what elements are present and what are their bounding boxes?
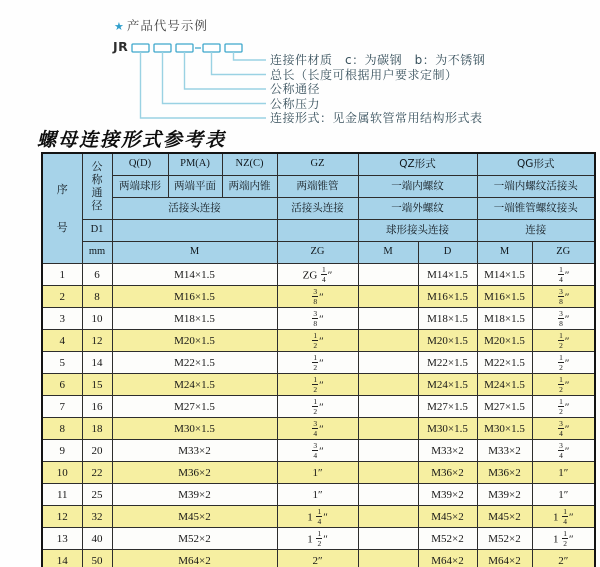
cell-qz-m — [358, 440, 418, 462]
cell-qg-zg: $\frac{1}{2}$ ″ — [532, 330, 595, 352]
table-row — [42, 264, 595, 286]
cell-qz-d: M30×1.5 — [418, 418, 477, 440]
cell-gz-zg: 1 $\frac{1}{4}$ ″ — [277, 506, 358, 528]
cell-qz-m — [358, 484, 418, 506]
header-qg-row2: 一端内螺纹活接头 — [477, 176, 595, 198]
table-row — [42, 308, 595, 330]
cell-qz-m — [358, 462, 418, 484]
header-qz: QZ形式 — [358, 153, 477, 176]
cell-dn: 40 — [82, 528, 112, 550]
cell-qz-d: M14×1.5 — [418, 264, 477, 286]
cell-dn: 22 — [82, 462, 112, 484]
header-qg-row4: 连接 — [477, 220, 595, 242]
header-row-2 — [42, 176, 595, 198]
table-row — [42, 462, 595, 484]
header-zg: ZG — [277, 242, 358, 264]
cell-qz-d: M52×2 — [418, 528, 477, 550]
cell-m: M16×1.5 — [112, 286, 277, 308]
cell-qz-m — [358, 352, 418, 374]
cell-m: M14×1.5 — [112, 264, 277, 286]
header-nz: NZ(C) — [222, 153, 277, 176]
table-title: 螺母连接形式参考表 — [37, 130, 227, 151]
cell-qg-m: M45×2 — [477, 506, 532, 528]
code-label: 公称通径 — [270, 82, 321, 96]
cell-qg-zg: $\frac{3}{4}$ ″ — [532, 440, 595, 462]
cell-qg-zg: $\frac{1}{4}$ ″ — [532, 264, 595, 286]
cell-gz-zg: $\frac{3}{8}$ ″ — [277, 308, 358, 330]
header-gz-row3: 活接头连接 — [277, 198, 358, 220]
cell-gz-zg: $\frac{1}{2}$ ″ — [277, 352, 358, 374]
header-m: M — [112, 242, 277, 264]
table-row — [42, 550, 595, 567]
cell-qz-d: M36×2 — [418, 462, 477, 484]
cell-m: M30×1.5 — [112, 418, 277, 440]
table-row — [42, 352, 595, 374]
cell-m: M52×2 — [112, 528, 277, 550]
cell-dn: 18 — [82, 418, 112, 440]
header-union-conn: 活接头连接 — [112, 198, 277, 220]
cell-m: M20×1.5 — [112, 330, 277, 352]
cell-qz-d: M16×1.5 — [418, 286, 477, 308]
cell-qz-d: M24×1.5 — [418, 374, 477, 396]
cell-qz-d: M27×1.5 — [418, 396, 477, 418]
header-qg: QG形式 — [477, 153, 595, 176]
cell-dn: 32 — [82, 506, 112, 528]
table-row — [42, 330, 595, 352]
cell-qz-m — [358, 286, 418, 308]
nut-connection-table — [41, 152, 596, 567]
cell-qg-m: M64×2 — [477, 550, 532, 567]
header-gz-desc: 两端锥管 — [277, 176, 358, 198]
table-row — [42, 396, 595, 418]
header-qz-row2: 一端内螺纹 — [358, 176, 477, 198]
header-nz-desc: 两端内锥 — [222, 176, 277, 198]
code-label: 总长（长度可根据用户要求定制） — [270, 67, 458, 82]
cell-dn: 6 — [82, 264, 112, 286]
header-blank-gz — [277, 220, 358, 242]
code-label: 公称压力 — [270, 96, 321, 111]
cell-gz-zg: 1″ — [277, 484, 358, 506]
cell-qz-d: M22×1.5 — [418, 352, 477, 374]
cell-qg-zg: $\frac{3}{4}$ ″ — [532, 418, 595, 440]
cell-m: M45×2 — [112, 506, 277, 528]
header-qg-row3: 一端锥管螺纹接头 — [477, 198, 595, 220]
header-seq: 序 号 — [42, 153, 82, 264]
header-qz-d: D — [418, 242, 477, 264]
cell-m: M18×1.5 — [112, 308, 277, 330]
cell-gz-zg: $\frac{3}{4}$ ″ — [277, 418, 358, 440]
header-q-desc: 两端球形 — [112, 176, 168, 198]
cell-m: M64×2 — [112, 550, 277, 567]
cell-qz-m — [358, 396, 418, 418]
cell-qg-zg: $\frac{1}{2}$ ″ — [532, 374, 595, 396]
cell-gz-zg: 2″ — [277, 550, 358, 567]
cell-seq: 13 — [42, 528, 82, 550]
header-pm: PM(A) — [168, 153, 222, 176]
header-pm-desc: 两端平面 — [168, 176, 222, 198]
cell-qg-m: M30×1.5 — [477, 418, 532, 440]
cell-qg-zg: $\frac{3}{8}$ ″ — [532, 286, 595, 308]
cell-qz-m — [358, 550, 418, 567]
cell-seq: 7 — [42, 396, 82, 418]
cell-qg-zg: $\frac{1}{2}$ ″ — [532, 352, 595, 374]
cell-gz-zg: ZG $\frac{1}{4}$ ″ — [277, 264, 358, 286]
cell-dn: 20 — [82, 440, 112, 462]
cell-qg-m: M18×1.5 — [477, 308, 532, 330]
header-unit: mm — [82, 242, 112, 264]
cell-gz-zg: $\frac{3}{8}$ ″ — [277, 286, 358, 308]
cell-dn: 50 — [82, 550, 112, 567]
product-code-heading-text: 产品代号示例 — [126, 18, 208, 33]
header-qg-zg: ZG — [532, 242, 595, 264]
cell-qg-m: M24×1.5 — [477, 374, 532, 396]
cell-qg-m: M20×1.5 — [477, 330, 532, 352]
cell-qz-m — [358, 374, 418, 396]
cell-dn: 8 — [82, 286, 112, 308]
header-blank-union — [112, 220, 277, 242]
header-d1: D1 — [82, 220, 112, 242]
cell-qz-m — [358, 330, 418, 352]
table-row — [42, 374, 595, 396]
cell-qg-m: M14×1.5 — [477, 264, 532, 286]
cell-seq: 11 — [42, 484, 82, 506]
cell-seq: 2 — [42, 286, 82, 308]
table-row — [42, 528, 595, 550]
cell-qg-zg: 1″ — [532, 484, 595, 506]
cell-seq: 3 — [42, 308, 82, 330]
cell-gz-zg: $\frac{1}{2}$ ″ — [277, 330, 358, 352]
cell-qz-m — [358, 418, 418, 440]
cell-qz-m — [358, 308, 418, 330]
cell-dn: 15 — [82, 374, 112, 396]
code-label: 连接形式：见金属软管常用结构形式表 — [270, 111, 483, 125]
cell-dn: 14 — [82, 352, 112, 374]
cell-qg-zg: $\frac{3}{8}$ ″ — [532, 308, 595, 330]
cell-qg-m: M36×2 — [477, 462, 532, 484]
cell-m: M22×1.5 — [112, 352, 277, 374]
cell-qg-zg: 1″ — [532, 462, 595, 484]
star-icon: ★ — [114, 20, 125, 33]
cell-m: M33×2 — [112, 440, 277, 462]
cell-seq: 9 — [42, 440, 82, 462]
code-label: 连接件材质 c：为碳钢 b：为不锈钢 — [270, 53, 486, 67]
cell-qz-m — [358, 528, 418, 550]
cell-qz-m — [358, 264, 418, 286]
cell-dn: 25 — [82, 484, 112, 506]
cell-qz-d: M39×2 — [418, 484, 477, 506]
cell-seq: 12 — [42, 506, 82, 528]
cell-gz-zg: 1 $\frac{1}{2}$ ″ — [277, 528, 358, 550]
cell-qg-m: M52×2 — [477, 528, 532, 550]
cell-qg-zg: $\frac{1}{2}$ ″ — [532, 396, 595, 418]
table-row — [42, 506, 595, 528]
cell-m: M36×2 — [112, 462, 277, 484]
cell-qz-d: M33×2 — [418, 440, 477, 462]
cell-qz-d: M18×1.5 — [418, 308, 477, 330]
cell-dn: 16 — [82, 396, 112, 418]
header-row-4 — [42, 220, 595, 242]
cell-gz-zg: $\frac{3}{4}$ ″ — [277, 440, 358, 462]
cell-qg-m: M27×1.5 — [477, 396, 532, 418]
cell-seq: 4 — [42, 330, 82, 352]
cell-gz-zg: 1″ — [277, 462, 358, 484]
table-row — [42, 440, 595, 462]
table-row — [42, 484, 595, 506]
cell-qg-m: M39×2 — [477, 484, 532, 506]
header-qz-m: M — [358, 242, 418, 264]
table-row — [42, 286, 595, 308]
cell-m: M24×1.5 — [112, 374, 277, 396]
header-row-5 — [42, 242, 595, 264]
cell-seq: 6 — [42, 374, 82, 396]
cell-m: M39×2 — [112, 484, 277, 506]
cell-gz-zg: $\frac{1}{2}$ ″ — [277, 374, 358, 396]
header-q: Q(D) — [112, 153, 168, 176]
header-qz-row4: 球形接头连接 — [358, 220, 477, 242]
cell-qg-zg: 1 $\frac{1}{2}$ ″ — [532, 528, 595, 550]
header-row-1 — [42, 153, 595, 176]
cell-qg-m: M33×2 — [477, 440, 532, 462]
cell-qg-m: M22×1.5 — [477, 352, 532, 374]
cell-m: M27×1.5 — [112, 396, 277, 418]
header-qg-m: M — [477, 242, 532, 264]
cell-qg-zg: 1 $\frac{1}{4}$ ″ — [532, 506, 595, 528]
cell-seq: 1 — [42, 264, 82, 286]
cell-seq: 8 — [42, 418, 82, 440]
cell-qz-m — [358, 506, 418, 528]
table-row — [42, 418, 595, 440]
cell-qz-d: M45×2 — [418, 506, 477, 528]
cell-seq: 10 — [42, 462, 82, 484]
cell-qz-d: M20×1.5 — [418, 330, 477, 352]
header-dn: 公 称 通 径 — [82, 153, 112, 220]
cell-qg-zg: 2″ — [532, 550, 595, 567]
cell-gz-zg: $\frac{1}{2}$ ″ — [277, 396, 358, 418]
header-gz: GZ — [277, 153, 358, 176]
header-row-3 — [42, 198, 595, 220]
header-qz-row3: 一端外螺纹 — [358, 198, 477, 220]
cell-seq: 14 — [42, 550, 82, 567]
code-prefix: JR — [113, 39, 129, 54]
cell-dn: 10 — [82, 308, 112, 330]
cell-dn: 12 — [82, 330, 112, 352]
cell-qz-d: M64×2 — [418, 550, 477, 567]
cell-qg-m: M16×1.5 — [477, 286, 532, 308]
cell-seq: 5 — [42, 352, 82, 374]
